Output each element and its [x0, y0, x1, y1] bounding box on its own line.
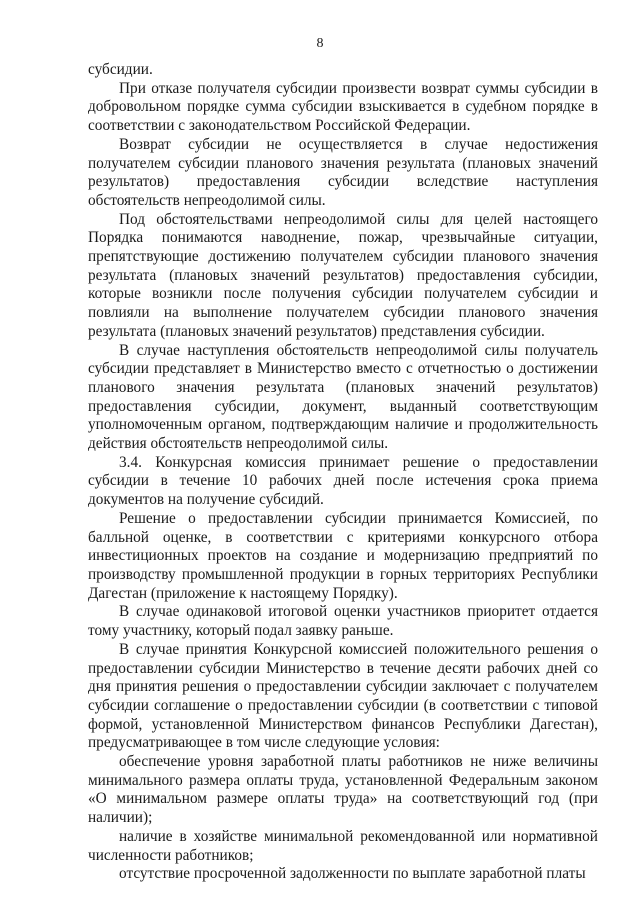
- paragraph: субсидии.: [88, 61, 153, 78]
- paragraph: отсутствие просроченной задолженности по выплате заработной платы: [119, 865, 586, 883]
- document-body: [88, 61, 598, 884]
- page-number: 8: [316, 36, 324, 51]
- paragraph: В случае наступления обстоятельств непреодолимой силы получатель субсидии представляет в Министерство вместо с отчетностью о достижении планового значения результата (плановых значений результатов) предоставления субсидии, документ, выданный соответствующим уполномоченным органом, подтверждающим наличие и продолжительность действия обстоятельств непреодолимой силы.: [88, 341, 598, 453]
- paragraph: обеспечение уровня заработной платы работников не ниже величины минимального размера оплаты труда, установленной Федеральным законом «О минимальном размере оплаты труда» на соответствующий год (при наличии);: [88, 753, 598, 827]
- paragraph: В случае одинаковой итоговой оценки участников приоритет отдается тому участнику, который подал заявку раньше.: [88, 603, 598, 640]
- paragraph: При отказе получателя субсидии произвести возврат суммы субсидии в добровольном порядке сумма субсидии взыскивается в судебном порядке в соответствии с законодательством Российской Федерации.: [88, 79, 598, 135]
- paragraph: Возврат субсидии не осуществляется в случае недостижения получателем субсидии планового значения результата (плановых значений результатов) предоставления субсидии вследствие наступления обстоятельств непреодолимой силы.: [88, 135, 598, 209]
- paragraph: 3.4. Конкурсная комиссия принимает решение о предоставлении субсидии в течение 10 рабочих дней после истечения срока приема документов на получение субсидий.: [88, 453, 598, 509]
- paragraph: Под обстоятельствами непреодолимой силы для целей настоящего Порядка понимаются наводнение, пожар, чрезвычайные ситуации, препятствующие достижению получателем субсидии планового значения результата (плановых значений результатов) предоставления субсидии, которые возникли после получения субсидии получателем субсидии и повлияли на выполнение получателем субсидии планового значения результата (плановых значений результатов) представления субсидии.: [88, 210, 598, 340]
- paragraph: наличие в хозяйстве минимальной рекомендованной или нормативной численности работников;: [88, 827, 598, 864]
- paragraph: В случае принятия Конкурсной комиссией положительного решения о предоставлении субсидии Министерство в течение десяти рабочих дней со дня принятия решения о предоставлении субсидии заключает с получателем субсидии соглашение о предоставлении субсидии (в соответствии с типовой формой, установленной Министерством финансов Республики Дагестан), предусматривающее в том числе следующие условия:: [88, 640, 598, 752]
- paragraph: Решение о предоставлении субсидии принимается Комиссией, по балльной оценке, в соответствии с критериями конкурсного отбора инвестиционных проектов на создание и модернизацию предприятий по производству промышленной продукции в горных территориях Республики Дагестан (приложение к настоящему Порядку).: [88, 509, 598, 602]
